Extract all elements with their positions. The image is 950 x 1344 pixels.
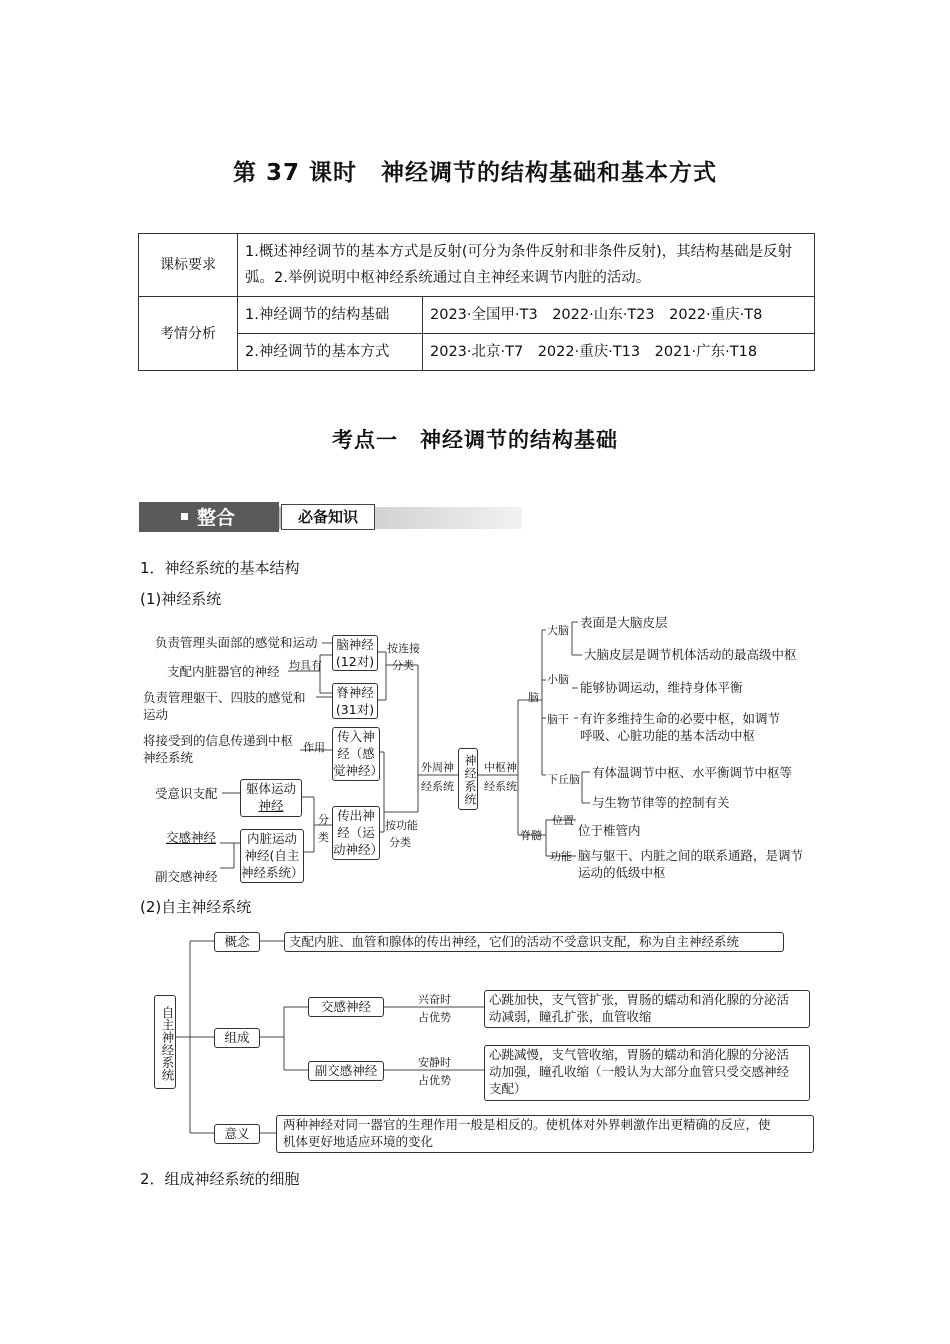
text-brainstem-a: 有许多维持生命的必要中枢，如调节 (580, 711, 781, 726)
efferent-a: 传出神 (337, 808, 375, 823)
box-spinal-nerve (332, 683, 378, 719)
text-brainstem-b: 呼吸、心脏功能的基本活动中枢 (580, 728, 756, 743)
somatic-a: 躯体运动 (245, 781, 296, 796)
box-afferent (332, 727, 384, 781)
significance-b: 机体更好地适应环境的变化 (283, 1134, 434, 1149)
efferent-b: 经（运 (337, 825, 375, 840)
req-label: 课标要求 (139, 234, 238, 297)
label-trunk-b: 运动 (143, 707, 169, 722)
cranial-a: 脑神经 (336, 637, 374, 652)
box-nervous-system: 神经系统 (458, 748, 478, 810)
lesson-title: 第 37 课时 神经调节的结构基础和基本方式 (232, 160, 718, 186)
para-effect-a: 心跳减慢，支气管收缩，胃肠的蠕动和消化腺的分泌活 (489, 1047, 790, 1062)
afferent-b: 经（感 (337, 746, 375, 761)
box-somatic-motor (240, 779, 302, 817)
efferent-c: 动神经） (333, 842, 384, 857)
sym-effect-a: 心跳加快，支气管扩张，胃肠的蠕动和消化腺的分泌活 (489, 992, 790, 1007)
significance-a: 两种神经对同一器官的生理作用一般是相反的。使机体对外界刺激作出更精确的反应，使 (283, 1117, 771, 1132)
heading-1-1: (1)神经系统 (140, 590, 222, 608)
somatic-b: 神经 (258, 798, 284, 813)
box-significance-text (276, 1115, 814, 1153)
box-ans-root: 自主神经系统 (154, 995, 176, 1089)
box-sympathetic: 交感神经 (308, 997, 384, 1017)
label-by-function-b: 分类 (389, 836, 411, 849)
label-rest-a: 安静时 (418, 1056, 451, 1069)
analysis-topic-1: 1.神经调节的结构基础 (238, 297, 423, 334)
box-parasympathetic-effects (484, 1045, 810, 1101)
label-afferent-b: 神经系统 (143, 750, 194, 765)
box-cranial-nerve (332, 635, 378, 671)
label-by-connection-a: 按连接 (387, 642, 420, 655)
analysis-refs-1: 2023·全国甲·T3 2022·山东·T23 2022·重庆·T8 (423, 297, 815, 334)
label-spinal-cord: 脊髓 (520, 829, 542, 842)
analysis-topic-2: 2.神经调节的基本方式 (238, 334, 423, 371)
heading-1: 1．神经系统的基本结构 (140, 559, 300, 577)
banner-main: 整合 (197, 507, 236, 529)
text-cerebrum-2: 大脑皮层是调节机体活动的最高级中枢 (584, 647, 797, 662)
text-cerebellum: 能够协调运动，维持身体平衡 (580, 680, 743, 695)
text-spinal-function-b: 运动的低级中枢 (578, 865, 666, 880)
label-conscious: 受意识支配 (155, 786, 218, 801)
label-brain: 脑 (528, 691, 539, 704)
para-effect-c: 支配） (489, 1081, 527, 1096)
label-visceral: 支配内脏器官的神经 (167, 664, 280, 679)
label-by-connection-b: 分类 (392, 659, 414, 672)
text-cerebrum-1: 表面是大脑皮层 (580, 615, 668, 630)
label-parasympathetic: 副交感神经 (155, 869, 218, 884)
box-sympathetic-effects (484, 990, 810, 1028)
label-sympathetic: 交感神经 (166, 830, 217, 845)
box-concept-text: 支配内脏、血管和腺体的传出神经，它们的活动不受意识支配，称为自主神经系统 (284, 932, 784, 952)
label-function: 功能 (550, 850, 572, 863)
spinal-b: (31对) (335, 702, 375, 717)
label-trunk-a: 负责管理躯干、四肢的感觉和 (143, 690, 306, 705)
label-head-face: 负责管理头面部的感觉和运动 (155, 635, 318, 650)
box-significance: 意义 (214, 1124, 260, 1144)
visceral-b: 神经(自主 (244, 848, 300, 863)
label-fen: 分 (318, 813, 329, 826)
section-title: 考点一 神经调节的结构基础 (332, 428, 618, 452)
label-hypothalamus: 下丘脑 (547, 773, 580, 786)
text-spinal-position: 位于椎管内 (578, 823, 641, 838)
text-hypothalamus-2: 与生物节律等的控制有关 (592, 795, 730, 810)
afferent-a: 传入神 (337, 729, 375, 744)
analysis-label: 考情分析 (139, 297, 238, 371)
label-cerebrum: 大脑 (547, 624, 569, 637)
para-effect-b: 动加强，瞳孔收缩（一般认为大部分血管只受交感神经 (489, 1064, 790, 1079)
heading-1-2: (2)自主神经系统 (140, 898, 252, 916)
label-excited-b: 占优势 (418, 1011, 451, 1024)
banner-sub: 必备知识 (281, 504, 375, 530)
label-excited-a: 兴奋时 (418, 993, 451, 1006)
visceral-a: 内脏运动 (246, 831, 297, 846)
cranial-b: (12对) (335, 654, 375, 669)
req-text: 1.概述神经调节的基本方式是反射(可分为条件反射和非条件反射)，其结构基础是反射弧。2.举例说明中枢神经系统通过自主神经来调节内脏的活动。 (238, 234, 815, 297)
label-zuoyong: 作用 (303, 741, 325, 754)
label-peripheral-a: 外周神 (421, 761, 454, 774)
spinal-a: 脊神经 (336, 685, 374, 700)
afferent-c: 觉神经） (333, 763, 384, 778)
label-lei: 类 (318, 831, 329, 844)
label-position: 位置 (552, 814, 574, 827)
text-hypothalamus-1: 有体温调节中枢、水平衡调节中枢等 (592, 765, 793, 780)
sym-effect-b: 动减弱，瞳孔扩张，血管收缩 (489, 1009, 652, 1024)
label-peripheral-b: 经系统 (421, 780, 454, 793)
box-efferent (332, 806, 384, 860)
label-brainstem: 脑干 (547, 713, 569, 726)
visceral-c: 神经系统） (241, 865, 304, 880)
label-afferent-a: 将接受到的信息传递到中枢 (143, 733, 294, 748)
label-central-a: 中枢神 (484, 761, 517, 774)
label-rest-b: 占优势 (418, 1074, 451, 1087)
label-central-b: 经系统 (484, 780, 517, 793)
label-cerebellum: 小脑 (547, 673, 569, 686)
analysis-refs-2: 2023·北京·T7 2022·重庆·T13 2021·广东·T18 (423, 334, 815, 371)
heading-2: 2．组成神经系统的细胞 (140, 1170, 300, 1188)
box-composition: 组成 (214, 1028, 260, 1048)
box-concept: 概念 (214, 932, 260, 952)
label-junyou: 均具有 (289, 659, 322, 672)
text-spinal-function-a: 脑与躯干、内脏之间的联系通路，是调节 (578, 848, 804, 863)
box-parasympathetic: 副交感神经 (308, 1061, 384, 1081)
box-visceral-motor (240, 829, 304, 883)
label-by-function-a: 按功能 (385, 819, 418, 832)
